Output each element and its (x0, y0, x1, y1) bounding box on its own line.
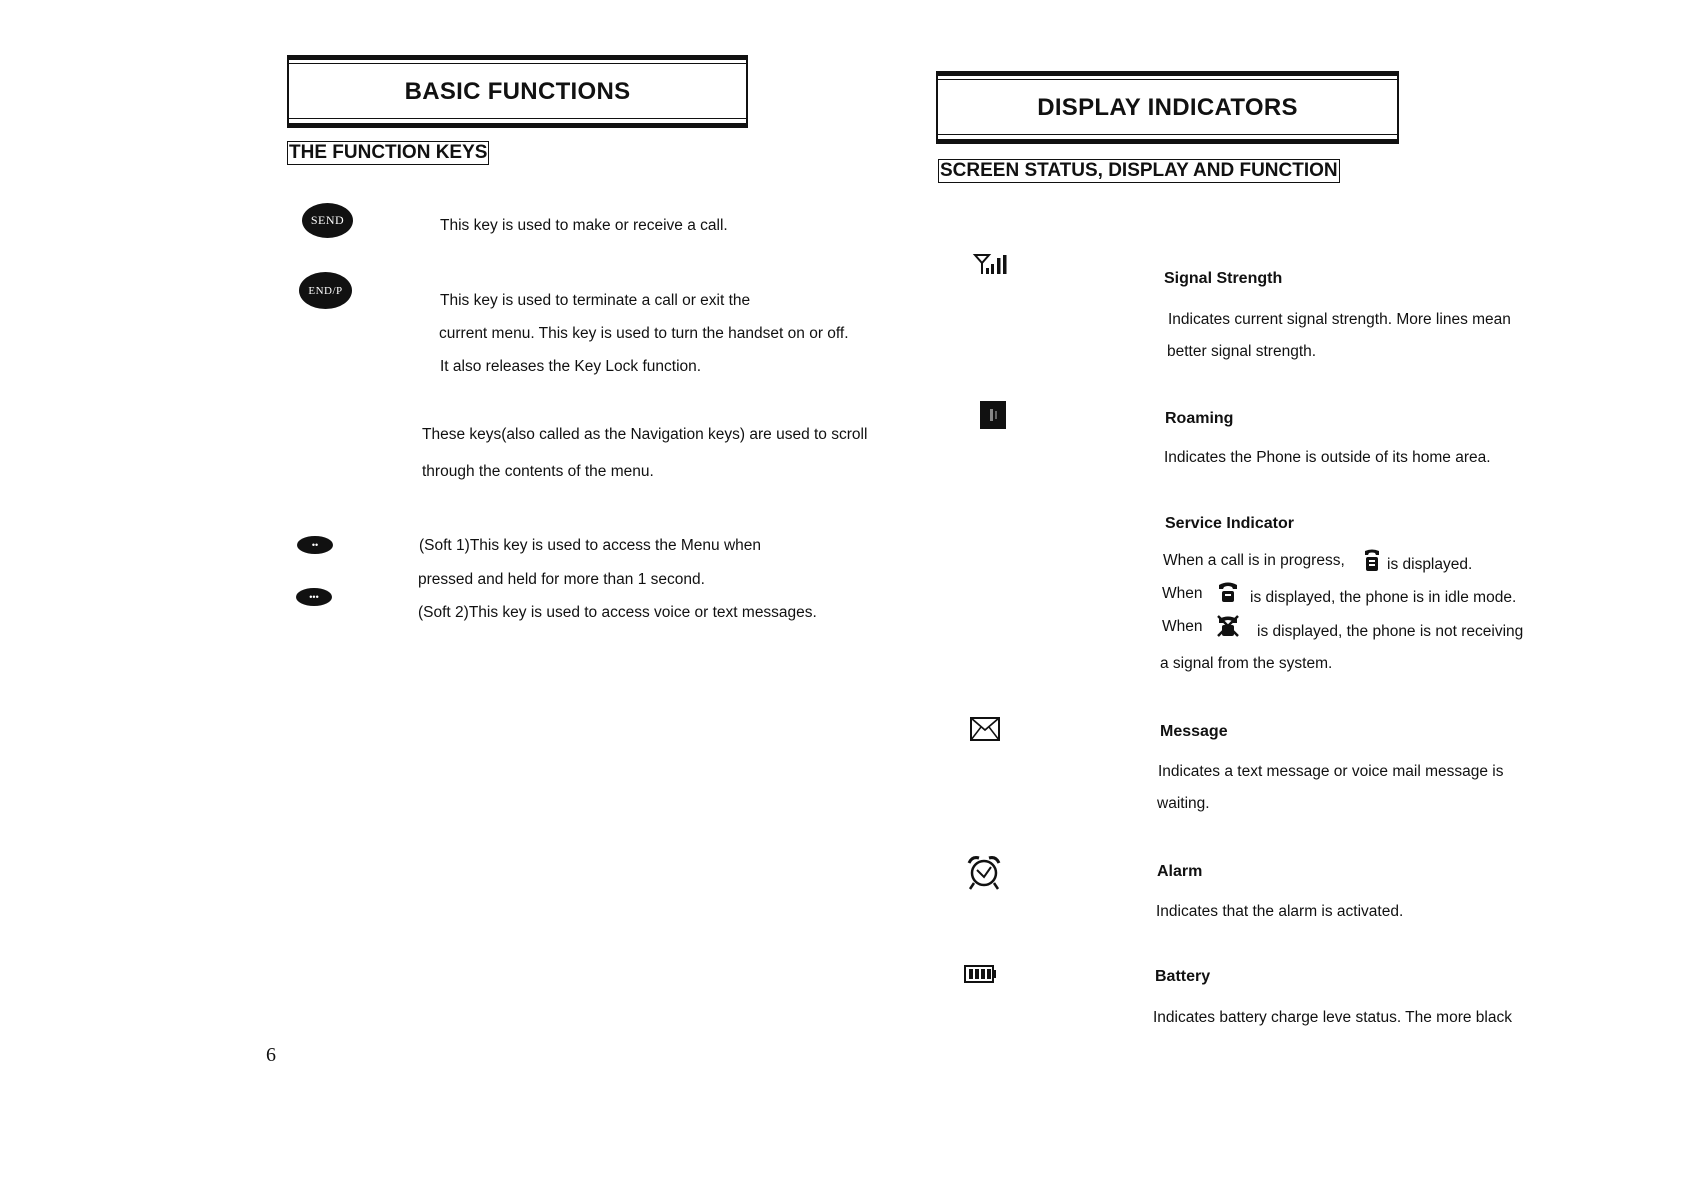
no-service-icon (1217, 614, 1239, 638)
signal-strength-label: Signal Strength (1164, 270, 1283, 287)
service-line-1a: When a call is in progress, (1163, 552, 1345, 569)
send-key-icon: SEND (302, 203, 353, 238)
soft-keys-description-line: (Soft 1)This key is used to access the Menu when (419, 537, 762, 554)
service-line-3b: is displayed, the phone is not receiving (1257, 623, 1524, 640)
service-indicator-label: Service Indicator (1165, 515, 1294, 532)
end-key-description-line: It also releases the Key Lock function. (440, 358, 702, 375)
alarm-clock-icon (964, 855, 1004, 891)
end-key-description-line: This key is used to terminate a call or exit the (440, 292, 751, 309)
soft-keys-description-line: pressed and held for more than 1 second. (418, 571, 705, 588)
service-line-4: a signal from the system. (1160, 655, 1333, 672)
alarm-label: Alarm (1157, 863, 1203, 880)
signal-strength-description-line: Indicates current signal strength. More lines mean (1168, 311, 1511, 328)
idle-mode-icon (1217, 580, 1239, 604)
service-line-3a: When (1162, 618, 1203, 635)
roaming-label: Roaming (1165, 410, 1234, 427)
roaming-description: Indicates the Phone is outside of its home area. (1164, 449, 1491, 466)
left-banner (287, 55, 748, 128)
alarm-description: Indicates that the alarm is activated. (1156, 903, 1404, 920)
battery-icon (964, 964, 996, 984)
end-key-icon: END/P (299, 272, 352, 309)
end-key-description-line: current menu. This key is used to turn the handset on or off. (439, 325, 849, 342)
page-number: 6 (266, 1044, 276, 1066)
soft2-key-icon: ••• (296, 588, 332, 606)
send-key-description: This key is used to make or receive a call. (440, 217, 728, 234)
soft1-key-icon: •• (297, 536, 333, 554)
message-label: Message (1160, 723, 1228, 740)
battery-description: Indicates battery charge leve status. The more black (1153, 1009, 1512, 1026)
service-line-2b: is displayed, the phone is in idle mode. (1250, 589, 1517, 606)
nav-keys-description-line: These keys(also called as the Navigation keys) are used to scroll (422, 426, 868, 443)
right-banner-title: DISPLAY INDICATORS (1037, 93, 1298, 121)
nav-keys-description-line: through the contents of the menu. (422, 463, 654, 480)
signal-strength-icon (975, 253, 1011, 275)
service-line-1b: is displayed. (1387, 556, 1473, 573)
message-description-line: waiting. (1157, 795, 1210, 812)
envelope-icon (970, 717, 1000, 741)
in-use-icon (1362, 549, 1382, 573)
service-line-2a: When (1162, 585, 1203, 602)
soft-keys-description-line: (Soft 2)This key is used to access voice or text messages. (418, 604, 817, 621)
right-banner (936, 71, 1399, 144)
battery-label: Battery (1155, 968, 1211, 985)
message-description-line: Indicates a text message or voice mail message is (1158, 763, 1504, 780)
right-section-title: SCREEN STATUS, DISPLAY AND FUNCTION (940, 160, 1338, 181)
roaming-icon (980, 401, 1006, 429)
signal-strength-description-line: better signal strength. (1167, 343, 1317, 360)
left-banner-title: BASIC FUNCTIONS (404, 77, 631, 105)
left-section-title: THE FUNCTION KEYS (289, 142, 488, 163)
